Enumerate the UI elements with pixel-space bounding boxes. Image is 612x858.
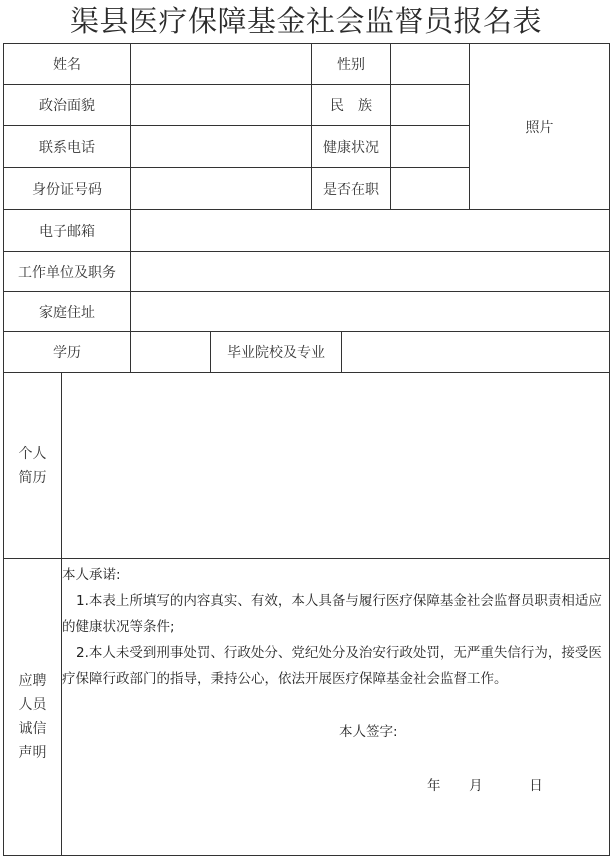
declaration-item-1: 1.本表上所填写的内容真实、有效，本人具备与履行医疗保障基金社会监督员职责相适应的健康状况等条件; <box>62 593 602 635</box>
declaration-label-line: 应聘 <box>18 673 47 689</box>
label-education: 学历 <box>3 331 131 373</box>
declaration-label-line: 声明 <box>18 745 47 761</box>
input-phone[interactable] <box>130 125 312 168</box>
declaration-item-2: 2.本人未受到刑事处罚、行政处分、党纪处分及治安行政处罚，无严重失信行为，接受医疗保障行政部门的指导，秉持公心，依法开展医疗保障基金社会监督工作。 <box>62 645 602 687</box>
label-work-unit: 工作单位及职务 <box>3 251 131 292</box>
label-name: 姓名 <box>3 43 131 85</box>
declaration-label-line: 诚信 <box>18 721 47 737</box>
declaration-heading: 本人承诺: <box>62 567 121 583</box>
form-title: 渠县医疗保障基金社会监督员报名表 <box>69 4 542 38</box>
label-phone: 联系电话 <box>3 125 131 168</box>
declaration-label-line: 人员 <box>18 697 47 713</box>
label-political-status: 政治面貌 <box>3 84 131 126</box>
input-gender[interactable] <box>390 43 470 85</box>
resume-label-line: 个人 <box>18 445 47 462</box>
input-political-status[interactable] <box>130 84 312 126</box>
date-month: 月 <box>469 778 483 794</box>
label-id-number: 身份证号码 <box>3 167 131 210</box>
input-resume[interactable] <box>61 372 610 559</box>
label-email: 电子邮箱 <box>3 209 131 252</box>
input-employed[interactable] <box>390 167 470 210</box>
input-address[interactable] <box>130 291 610 332</box>
signature-date <box>427 773 543 799</box>
label-gender: 性别 <box>311 43 391 85</box>
resume-label-line: 简历 <box>18 469 47 486</box>
label-school-major: 毕业院校及专业 <box>210 331 342 373</box>
label-health: 健康状况 <box>311 125 391 168</box>
photo-box[interactable]: 照片 <box>469 43 610 210</box>
signature-label: 本人签字: <box>339 724 398 740</box>
label-address: 家庭住址 <box>3 291 131 332</box>
input-work-unit[interactable] <box>130 251 610 292</box>
input-id-number[interactable] <box>130 167 312 210</box>
input-school-major[interactable] <box>341 331 610 373</box>
date-year: 年 <box>427 778 441 794</box>
input-education[interactable] <box>130 331 211 373</box>
label-employed: 是否在职 <box>311 167 391 210</box>
label-ethnicity: 民 族 <box>311 84 391 126</box>
label-resume <box>3 372 62 559</box>
input-name[interactable] <box>130 43 312 85</box>
label-declaration <box>3 558 62 856</box>
date-day: 日 <box>529 778 543 794</box>
input-ethnicity[interactable] <box>390 84 470 126</box>
input-health[interactable] <box>390 125 470 168</box>
input-email[interactable] <box>130 209 610 252</box>
declaration-box <box>61 558 610 856</box>
